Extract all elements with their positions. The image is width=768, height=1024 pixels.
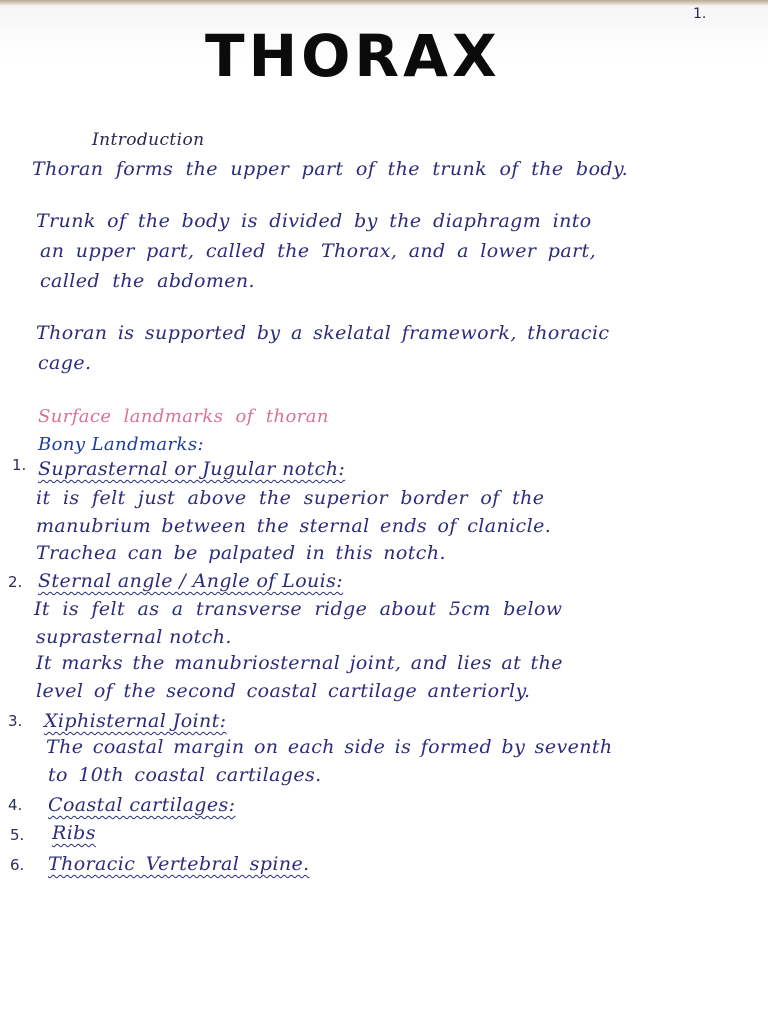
- landmark-title: Ribs: [52, 822, 96, 844]
- bony-landmarks-subheading: Bony Landmarks:: [38, 434, 204, 455]
- landmark-line: suprasternal notch.: [36, 626, 232, 648]
- list-number: 5.: [10, 826, 25, 844]
- intro-line: called the abdomen.: [40, 270, 255, 292]
- landmark-line: It marks the manubriosternal joint, and lies at the: [36, 652, 563, 674]
- intro-line: Thoran forms the upper part of the trunk of the body.: [32, 158, 629, 180]
- landmark-line: level of the second coastal cartilage anteriorly.: [36, 680, 531, 702]
- list-number: 3.: [8, 712, 23, 730]
- landmark-title: Coastal cartilages:: [48, 794, 236, 816]
- list-number: 6.: [10, 856, 25, 874]
- intro-line: Thoran is supported by a skelatal framework, thoracic: [36, 322, 610, 344]
- page-number: 1.: [693, 6, 707, 22]
- landmark-line: manubrium between the sternal ends of clanicle.: [36, 515, 552, 537]
- surface-heading: Surface landmarks of thoran: [38, 406, 329, 427]
- landmark-title: Thoracic Vertebral spine.: [48, 853, 310, 875]
- intro-line: cage.: [38, 352, 92, 374]
- landmark-title: Xiphisternal Joint:: [44, 710, 227, 732]
- list-number: 4.: [8, 796, 23, 814]
- landmark-line: The coastal margin on each side is formed by seventh: [46, 736, 613, 758]
- intro-line: an upper part, called the Thorax, and a lower part,: [40, 240, 597, 262]
- landmark-line: it is felt just above the superior border of the: [36, 487, 545, 509]
- intro-heading: Introduction: [92, 130, 205, 150]
- page-edge-shadow: [0, 0, 768, 6]
- page-title: THORAX: [205, 22, 501, 90]
- intro-line: Trunk of the body is divided by the diaphragm into: [36, 210, 592, 232]
- landmark-line: to 10th coastal cartilages.: [48, 764, 322, 786]
- landmark-line: Trachea can be palpated in this notch.: [36, 542, 446, 564]
- landmark-title: Suprasternal or Jugular notch:: [38, 458, 346, 480]
- landmark-title: Sternal angle / Angle of Louis:: [38, 570, 344, 592]
- list-number: 1.: [12, 456, 27, 474]
- list-number: 2.: [8, 573, 23, 591]
- landmark-line: It is felt as a transverse ridge about 5cm below: [34, 598, 563, 620]
